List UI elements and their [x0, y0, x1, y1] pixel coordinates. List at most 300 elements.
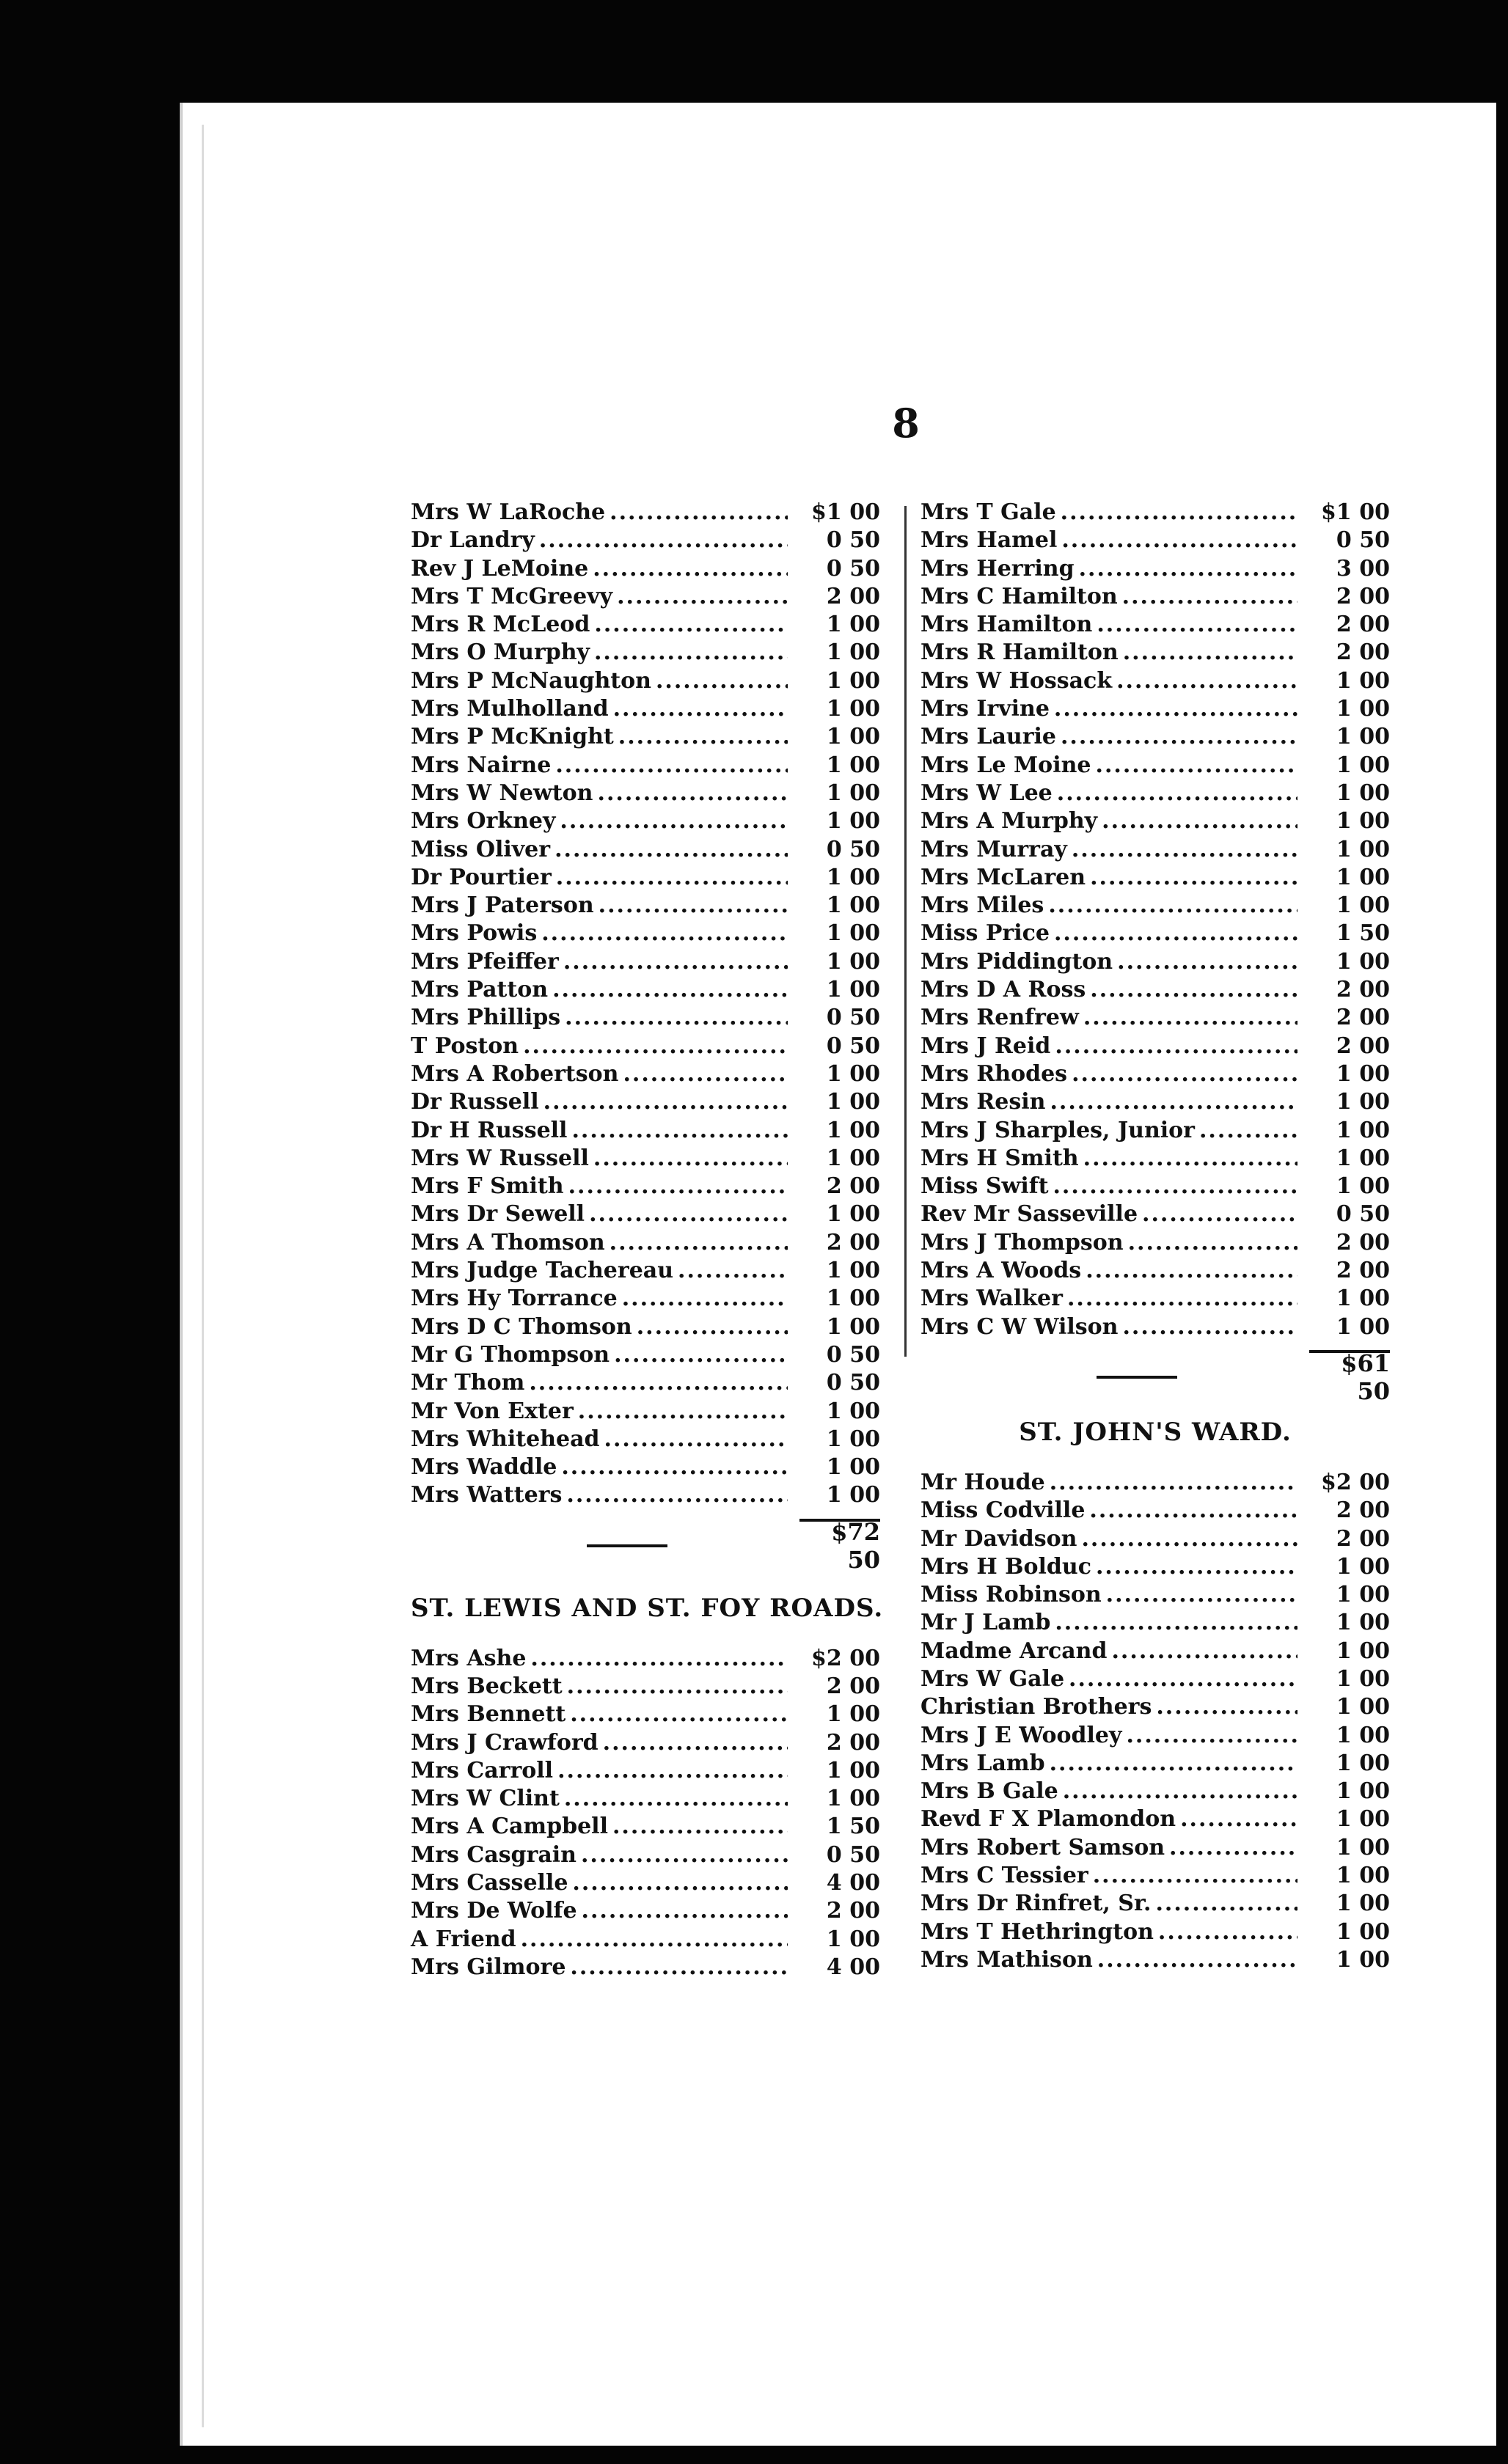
- list-item: [920, 780, 1390, 807]
- st-johns-entry-list: [920, 1469, 1390, 1974]
- contribution-amount: 1 00: [826, 639, 880, 666]
- contribution-amount: 1 00: [1336, 1750, 1390, 1776]
- list-item: [920, 1638, 1390, 1665]
- list-item: [920, 1200, 1390, 1228]
- contributor-name: Miss Price: [920, 920, 1050, 947]
- list-item: [920, 836, 1390, 864]
- contributor-name: Mrs T Gale: [920, 499, 1056, 525]
- contributor-name: Mrs Phillips: [411, 1005, 561, 1031]
- contribution-amount: 2 00: [1336, 1229, 1390, 1255]
- list-item: [411, 499, 880, 527]
- leader-dots: [570, 1701, 788, 1728]
- leader-dots: [529, 1369, 788, 1397]
- contribution-amount: 1 00: [826, 1398, 880, 1424]
- contribution-amount: 3 00: [1336, 555, 1390, 582]
- contributor-name: Mrs De Wolfe: [411, 1898, 577, 1924]
- list-item: [411, 1313, 880, 1341]
- leader-dots: [622, 1285, 788, 1313]
- contribution-amount: 1 00: [1336, 1638, 1390, 1664]
- contributor-name: A Friend: [411, 1926, 516, 1952]
- contribution-amount: 1 00: [1336, 1286, 1390, 1312]
- leader-dots: [1050, 1469, 1297, 1497]
- contribution-amount: 1 00: [1336, 1891, 1390, 1917]
- contribution-amount: 1 00: [1336, 696, 1390, 722]
- leader-dots: [552, 976, 788, 1004]
- leader-dots: [599, 892, 788, 920]
- contributor-name: Mrs D C Thomson: [411, 1313, 632, 1340]
- right-column: [920, 499, 1390, 1974]
- leader-dots: [1180, 1805, 1297, 1833]
- list-item: [411, 1954, 880, 1981]
- leader-dots: [560, 807, 788, 835]
- list-item: [411, 1369, 880, 1397]
- list-item: [411, 555, 880, 583]
- contributor-name: Mrs Mulholland: [411, 696, 609, 722]
- list-item: [920, 695, 1390, 723]
- contributor-name: Mrs Hamel: [920, 527, 1058, 554]
- list-item: [920, 1285, 1390, 1313]
- leader-dots: [582, 1897, 788, 1925]
- leader-dots: [623, 1060, 788, 1088]
- contribution-amount: 1 00: [826, 1258, 880, 1284]
- contribution-amount: 2 00: [826, 1729, 880, 1756]
- contribution-amount: 0 50: [1336, 527, 1390, 554]
- contributor-name: Mrs Watters: [411, 1482, 563, 1508]
- contribution-amount: 0 50: [1336, 1201, 1390, 1228]
- leader-dots: [1083, 1145, 1297, 1173]
- contributor-name: Mrs Piddington: [920, 948, 1113, 975]
- right-total-amount: $61 50: [1341, 1349, 1390, 1405]
- list-item: [411, 667, 880, 695]
- contribution-amount: 2 00: [826, 1173, 880, 1200]
- contributor-name: Mrs A Woods: [920, 1258, 1082, 1284]
- contribution-amount: 1 00: [1336, 780, 1390, 806]
- contributor-name: Mrs Waddle: [411, 1454, 557, 1481]
- contributor-name: Mrs Renfrew: [920, 1005, 1079, 1031]
- contributor-name: Mr Von Exter: [411, 1398, 574, 1424]
- list-item: [411, 611, 880, 639]
- leader-dots: [1072, 836, 1297, 864]
- list-item: [920, 1469, 1390, 1497]
- contribution-amount: 0 50: [826, 1341, 880, 1368]
- list-item: [920, 527, 1390, 554]
- contributor-name: Mrs Casselle: [411, 1870, 568, 1896]
- contributor-name: Mrs P McNaughton: [411, 667, 651, 694]
- list-item: [411, 1173, 880, 1200]
- contributor-name: Mrs R Hamilton: [920, 639, 1119, 666]
- leader-dots: [594, 639, 788, 667]
- contribution-amount: 1 00: [1336, 864, 1390, 890]
- leader-dots: [1102, 807, 1297, 835]
- contributor-name: Mr G Thompson: [411, 1341, 610, 1368]
- contributor-name: Miss Oliver: [411, 836, 551, 862]
- leader-dots: [1122, 1313, 1297, 1341]
- leader-dots: [1169, 1834, 1297, 1862]
- list-item: [411, 752, 880, 780]
- contribution-amount: 1 00: [826, 1286, 880, 1312]
- list-item: [920, 1004, 1390, 1032]
- list-item: [920, 1946, 1390, 1974]
- contribution-amount: 1 00: [826, 752, 880, 778]
- contribution-amount: 1 00: [1336, 1089, 1390, 1115]
- contribution-amount: 1 00: [826, 920, 880, 947]
- contribution-amount: 1 00: [1336, 1610, 1390, 1636]
- contribution-amount: 1 00: [1336, 1145, 1390, 1171]
- list-item: [920, 1722, 1390, 1750]
- leader-dots: [572, 1869, 788, 1897]
- contribution-amount: 1 00: [1336, 1834, 1390, 1860]
- section-title-st-johns: ST. JOHN'S WARD.: [1019, 1417, 1292, 1447]
- list-item: [411, 1673, 880, 1701]
- left-total-dash: [587, 1544, 667, 1547]
- list-item: [920, 807, 1390, 835]
- list-item: [920, 948, 1390, 976]
- list-item: [411, 920, 880, 947]
- contributor-name: Mrs Dr Rinfret, Sr.: [920, 1891, 1152, 1917]
- contribution-amount: 2 00: [1336, 977, 1390, 1003]
- list-item: [411, 1004, 880, 1032]
- list-item: [920, 611, 1390, 639]
- contributor-name: Mrs Le Moine: [920, 752, 1091, 778]
- leader-dots: [565, 1004, 788, 1032]
- contributor-name: Mrs Hamilton: [920, 612, 1093, 638]
- contributor-name: Rev J LeMoine: [411, 555, 589, 582]
- contributor-name: Dr Pourtier: [411, 864, 552, 890]
- list-item: [920, 1313, 1390, 1341]
- contributor-name: Mrs Robert Samson: [920, 1834, 1165, 1860]
- contributor-name: Mrs W Hossack: [920, 667, 1113, 694]
- contributor-name: Dr H Russell: [411, 1117, 568, 1143]
- leader-dots: [1097, 611, 1297, 639]
- leader-dots: [618, 723, 788, 751]
- contribution-amount: 1 00: [826, 667, 880, 694]
- list-item: [411, 1033, 880, 1060]
- list-item: [411, 1785, 880, 1813]
- leader-dots: [541, 920, 788, 947]
- contribution-amount: 1 00: [826, 780, 880, 806]
- leader-dots: [656, 667, 788, 695]
- list-item: [920, 1862, 1390, 1890]
- contributor-name: Mrs Herring: [920, 555, 1075, 582]
- leader-dots: [1122, 583, 1297, 611]
- contribution-amount: 0 50: [826, 1005, 880, 1031]
- leader-dots: [1142, 1200, 1297, 1228]
- list-item: [411, 1398, 880, 1426]
- leader-dots: [1090, 976, 1297, 1004]
- list-item: [920, 639, 1390, 667]
- list-item: [411, 1145, 880, 1173]
- contributor-name: Mrs B Gale: [920, 1778, 1058, 1805]
- contribution-amount: 4 00: [826, 1954, 880, 1980]
- list-item: [411, 1285, 880, 1313]
- contributor-name: Mrs C W Wilson: [920, 1313, 1119, 1340]
- contributor-name: Mrs J Reid: [920, 1033, 1051, 1059]
- contributor-name: Mrs J E Woodley: [920, 1722, 1122, 1748]
- leader-dots: [557, 1757, 788, 1785]
- leader-dots: [1050, 1750, 1297, 1778]
- leader-dots: [556, 864, 788, 892]
- contribution-amount: 1 00: [826, 612, 880, 638]
- contribution-amount: 1 00: [826, 1089, 880, 1115]
- contributor-name: Mrs Judge Tachereau: [411, 1258, 674, 1284]
- leader-dots: [1054, 920, 1297, 947]
- leader-dots: [1199, 1117, 1297, 1145]
- leader-dots: [1111, 1638, 1297, 1665]
- contributor-name: Revd F X Plamondon: [920, 1806, 1176, 1833]
- leader-dots: [1048, 892, 1297, 920]
- contributor-name: Mrs A Robertson: [411, 1060, 619, 1087]
- list-item: [920, 1553, 1390, 1581]
- contribution-amount: 1 00: [826, 1786, 880, 1812]
- contributor-name: Mrs W Newton: [411, 780, 593, 806]
- leader-dots: [567, 1673, 788, 1701]
- list-item: [920, 1117, 1390, 1145]
- left-total-row: [411, 1517, 880, 1574]
- leader-dots: [555, 752, 788, 780]
- list-item: [920, 1033, 1390, 1060]
- contributor-name: Mrs Dr Sewell: [411, 1201, 585, 1228]
- list-item: [920, 1834, 1390, 1862]
- right-entry-list: [920, 499, 1390, 1341]
- contribution-amount: 1 00: [1336, 1694, 1390, 1720]
- left-column: [411, 499, 884, 1981]
- contribution-amount: 1 00: [826, 1426, 880, 1452]
- list-item: [920, 1145, 1390, 1173]
- contribution-amount: 1 00: [1336, 667, 1390, 694]
- contribution-amount: 0 50: [826, 1370, 880, 1396]
- contribution-amount: 1 00: [826, 1201, 880, 1228]
- leader-dots: [637, 1313, 788, 1341]
- list-item: [920, 1497, 1390, 1525]
- contributor-name: Mrs Pfeiffer: [411, 948, 559, 975]
- list-item: [411, 583, 880, 611]
- contributor-name: Mrs Patton: [411, 977, 549, 1003]
- contribution-amount: 1 00: [1336, 1060, 1390, 1087]
- contribution-amount: 1 00: [1336, 892, 1390, 919]
- contribution-amount: 2 00: [826, 1673, 880, 1699]
- leader-dots: [1155, 1890, 1297, 1918]
- leader-dots: [1090, 864, 1297, 892]
- contributor-name: Mrs Irvine: [920, 696, 1050, 722]
- contributor-name: Miss Robinson: [920, 1582, 1102, 1608]
- list-item: [411, 1341, 880, 1369]
- contribution-amount: 1 00: [1336, 948, 1390, 975]
- contributor-name: Mrs F Smith: [411, 1173, 564, 1200]
- list-item: [920, 1778, 1390, 1805]
- contribution-amount: 1 00: [826, 864, 880, 890]
- list-item: [920, 1060, 1390, 1088]
- contributor-name: Mrs Nairne: [411, 752, 552, 778]
- leader-dots: [1069, 1665, 1297, 1693]
- contribution-amount: 1 00: [826, 948, 880, 975]
- contribution-amount: $1 00: [811, 499, 880, 525]
- contributor-name: Mrs W Russell: [411, 1145, 589, 1171]
- contribution-amount: 1 00: [1336, 808, 1390, 835]
- list-item: [920, 555, 1390, 583]
- leader-dots: [1061, 723, 1297, 751]
- contribution-amount: 1 00: [1336, 724, 1390, 750]
- contributor-name: Mrs McLaren: [920, 864, 1086, 890]
- leader-dots: [678, 1257, 788, 1285]
- list-item: [411, 807, 880, 835]
- leader-dots: [1096, 1553, 1297, 1581]
- contribution-amount: 1 50: [826, 1814, 880, 1840]
- contribution-amount: 1 00: [1336, 752, 1390, 778]
- leader-dots: [1072, 1060, 1297, 1088]
- leader-dots: [1055, 1609, 1297, 1637]
- contributor-name: Mrs Miles: [920, 892, 1044, 919]
- contribution-amount: 2 00: [1336, 1005, 1390, 1031]
- contribution-amount: 0 50: [826, 836, 880, 862]
- contribution-amount: 1 00: [1336, 1553, 1390, 1580]
- contributor-name: Mrs A Murphy: [920, 808, 1098, 835]
- contributor-name: Mrs T Hethrington: [920, 1918, 1154, 1945]
- contributor-name: Mrs R McLeod: [411, 612, 590, 638]
- list-item: [920, 1890, 1390, 1918]
- contributor-name: Mrs Walker: [920, 1286, 1063, 1312]
- leader-dots: [593, 1145, 788, 1173]
- contributor-name: Mr Thom: [411, 1370, 525, 1396]
- column-divider: [904, 506, 907, 1357]
- contributor-name: Mrs W Clint: [411, 1786, 560, 1812]
- contributor-name: Mrs D A Ross: [920, 977, 1086, 1003]
- list-item: [920, 1609, 1390, 1637]
- contribution-amount: $2 00: [811, 1645, 880, 1671]
- contribution-amount: 1 00: [826, 1757, 880, 1783]
- contribution-amount: 1 00: [826, 724, 880, 750]
- leader-dots: [594, 611, 788, 639]
- contributor-name: Mrs Mathison: [920, 1946, 1093, 1973]
- contribution-amount: 2 00: [826, 1898, 880, 1924]
- list-item: [411, 1645, 880, 1673]
- contribution-amount: 1 00: [826, 977, 880, 1003]
- contributor-name: Mrs H Bolduc: [920, 1553, 1091, 1580]
- contributor-name: Mrs H Smith: [920, 1145, 1079, 1171]
- contributor-name: Mrs J Crawford: [411, 1729, 599, 1756]
- contribution-amount: 2 00: [826, 1229, 880, 1255]
- contributor-name: Mrs Beckett: [411, 1673, 563, 1699]
- contributor-name: Mrs Resin: [920, 1089, 1046, 1115]
- list-item: [920, 920, 1390, 947]
- list-item: [411, 695, 880, 723]
- list-item: [920, 1229, 1390, 1257]
- leader-dots: [1117, 948, 1297, 976]
- right-total-dash: [1097, 1376, 1177, 1379]
- leader-dots: [1116, 667, 1297, 695]
- contribution-amount: 1 00: [826, 1313, 880, 1340]
- list-item: [920, 892, 1390, 920]
- contribution-amount: 2 00: [1336, 612, 1390, 638]
- left-entry-list: [411, 499, 880, 1510]
- contribution-amount: 1 00: [826, 696, 880, 722]
- leader-dots: [1063, 1778, 1297, 1805]
- contributor-name: Mrs A Thomson: [411, 1229, 605, 1255]
- contribution-amount: 2 00: [1336, 639, 1390, 666]
- st-lewis-entry-list: [411, 1645, 880, 1982]
- contribution-amount: 0 50: [826, 527, 880, 554]
- list-item: [411, 1060, 880, 1088]
- contribution-amount: 0 50: [826, 1841, 880, 1868]
- list-item: [411, 1257, 880, 1285]
- section-title-st-lewis: ST. LEWIS AND ST. FOY ROADS.: [411, 1593, 884, 1623]
- leader-dots: [570, 1954, 788, 1981]
- leader-dots: [564, 1785, 788, 1813]
- page-number: 8: [892, 400, 920, 447]
- list-item: [411, 1481, 880, 1509]
- contributor-name: Mrs Whitehead: [411, 1426, 600, 1452]
- contributor-name: Mrs Powis: [411, 920, 538, 947]
- leader-dots: [581, 1841, 788, 1869]
- contribution-amount: 1 00: [826, 1145, 880, 1171]
- contribution-amount: 1 00: [826, 1454, 880, 1481]
- leader-dots: [530, 1645, 788, 1673]
- list-item: [411, 780, 880, 807]
- list-item: [920, 723, 1390, 751]
- contribution-amount: $1 00: [1321, 499, 1390, 525]
- contribution-amount: 2 00: [1336, 1497, 1390, 1524]
- contribution-amount: 1 00: [1336, 1918, 1390, 1945]
- leader-dots: [1086, 1257, 1297, 1285]
- list-item: [920, 1750, 1390, 1778]
- contributor-name: Miss Swift: [920, 1173, 1049, 1200]
- list-item: [411, 1701, 880, 1728]
- leader-dots: [610, 1229, 788, 1257]
- contributor-name: Mrs W Gale: [920, 1665, 1065, 1692]
- contributor-name: Mr J Lamb: [920, 1610, 1051, 1636]
- list-item: [411, 1813, 880, 1841]
- right-total-row: [920, 1349, 1390, 1405]
- contribution-amount: 1 00: [1336, 1117, 1390, 1143]
- contribution-amount: 1 00: [826, 808, 880, 835]
- contribution-amount: 1 00: [826, 1060, 880, 1087]
- leader-dots: [1050, 1088, 1297, 1116]
- contribution-amount: 1 00: [826, 1117, 880, 1143]
- list-item: [411, 639, 880, 667]
- contributor-name: Mrs O Murphy: [411, 639, 590, 666]
- contribution-amount: 0 50: [826, 555, 880, 582]
- list-item: [920, 1173, 1390, 1200]
- contributor-name: Mr Houde: [920, 1469, 1045, 1495]
- list-item: [411, 1926, 880, 1954]
- leader-dots: [1123, 639, 1297, 667]
- list-item: [920, 667, 1390, 695]
- contributor-name: Mrs Laurie: [920, 724, 1056, 750]
- leader-dots: [539, 527, 788, 554]
- list-item: [411, 864, 880, 892]
- contributor-name: Mrs Casgrain: [411, 1841, 577, 1868]
- contributor-name: Christian Brothers: [920, 1694, 1152, 1720]
- contribution-amount: 1 00: [1336, 1313, 1390, 1340]
- contributor-name: Mrs J Paterson: [411, 892, 594, 919]
- leader-dots: [1158, 1918, 1297, 1946]
- list-item: [411, 1229, 880, 1257]
- contributor-name: Mrs P McKnight: [411, 724, 614, 750]
- leader-dots: [1079, 555, 1297, 583]
- contributor-name: Mrs A Campbell: [411, 1814, 608, 1840]
- leader-dots: [571, 1117, 788, 1145]
- leader-dots: [1081, 1525, 1297, 1553]
- leader-dots: [1126, 1722, 1297, 1750]
- leader-dots: [1096, 752, 1298, 780]
- contribution-amount: 1 00: [826, 892, 880, 919]
- contributor-name: Mrs Ashe: [411, 1645, 527, 1671]
- contributor-name: Mrs W Lee: [920, 780, 1053, 806]
- contributor-name: T Poston: [411, 1033, 519, 1059]
- contributor-name: Mrs Rhodes: [920, 1060, 1068, 1087]
- contributor-name: Madme Arcand: [920, 1638, 1108, 1664]
- leader-dots: [613, 695, 788, 723]
- contribution-amount: 1 00: [1336, 1665, 1390, 1692]
